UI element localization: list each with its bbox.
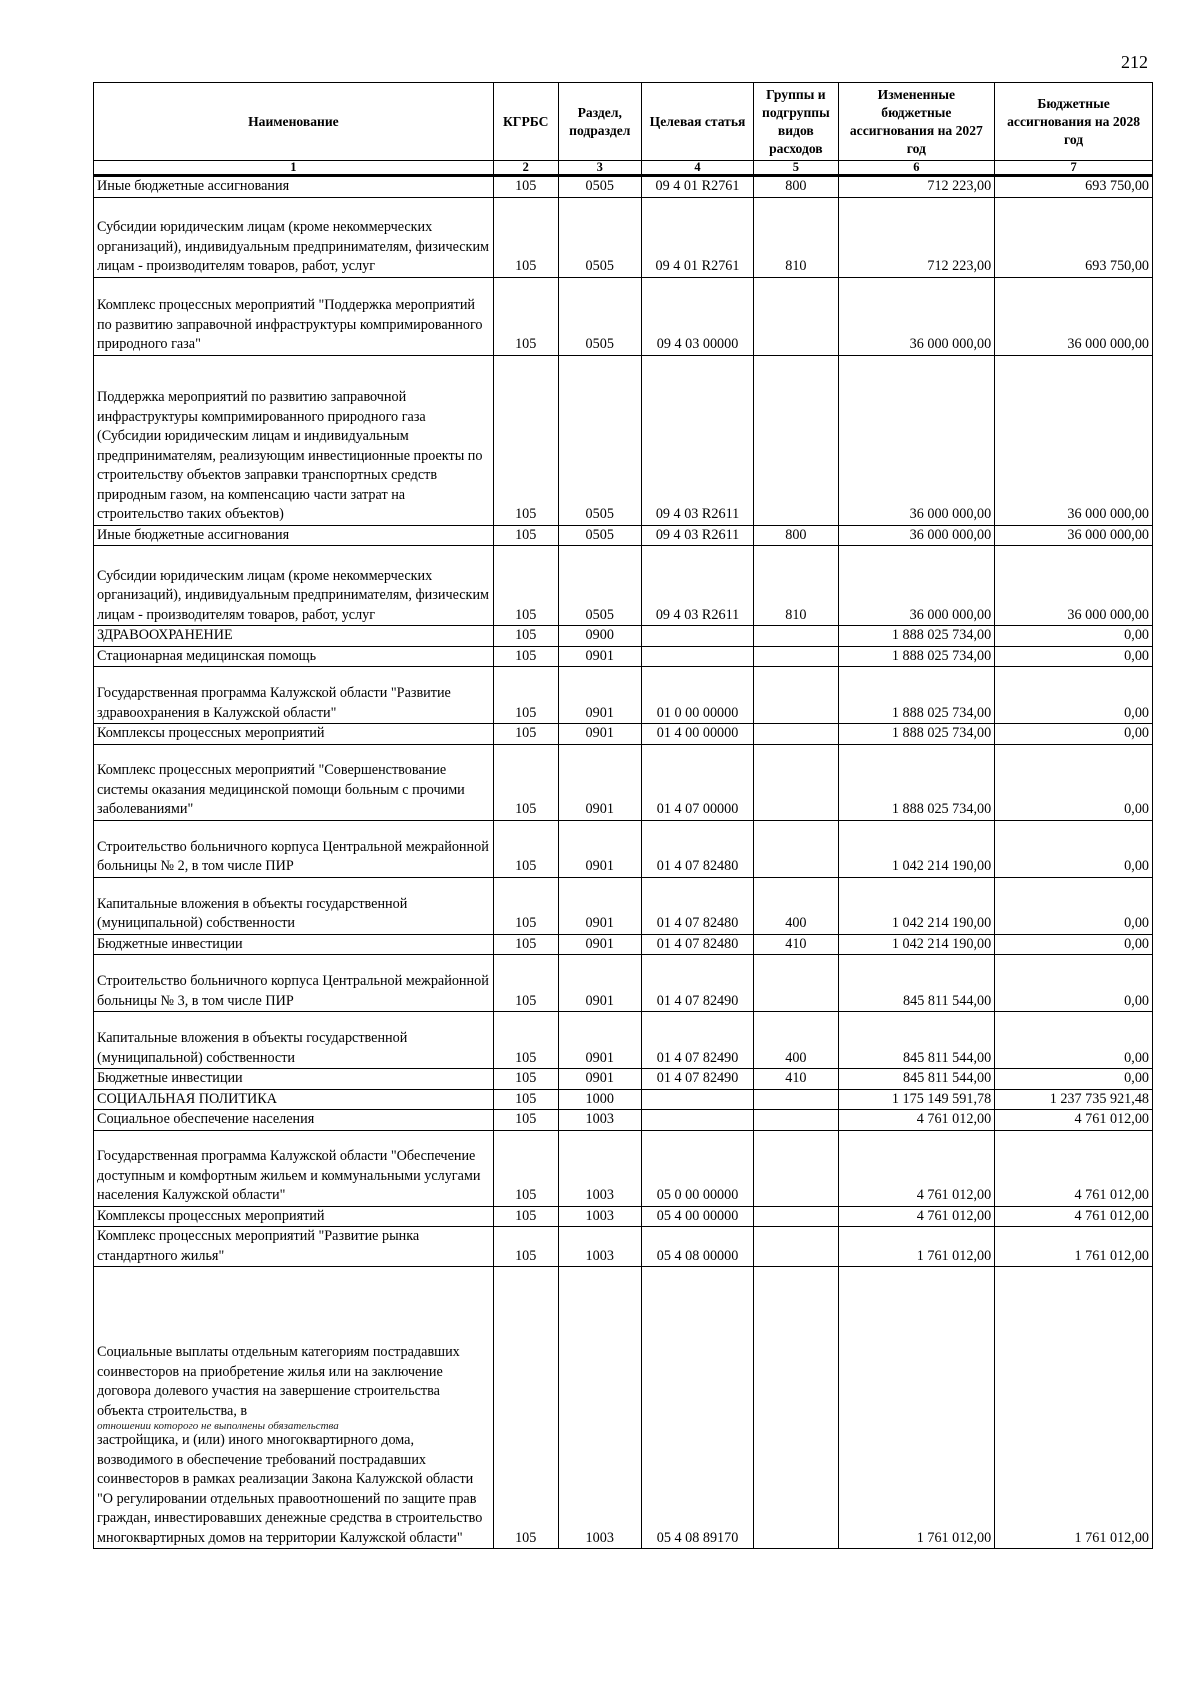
kgrbs-cell: 105 (493, 626, 558, 647)
section-cell: 0901 (558, 820, 641, 877)
group-cell: 410 (754, 1069, 838, 1090)
row-name: Комплексы процессных мероприятий (97, 725, 325, 741)
kgrbs-cell: 105 (493, 525, 558, 546)
target-cell (641, 626, 753, 647)
amount-2028-cell: 0,00 (995, 1012, 1153, 1069)
row-name-cell (94, 1110, 494, 1131)
amount-2028-cell: 0,00 (995, 667, 1153, 724)
section-cell: 0505 (558, 197, 641, 277)
target-cell: 01 4 07 82490 (641, 1069, 753, 1090)
row-name-cell (94, 667, 494, 724)
target-cell: 09 4 03 R2611 (641, 355, 753, 525)
group-cell (754, 1206, 838, 1227)
row-name-cell (94, 1227, 494, 1267)
table-row (94, 1130, 1153, 1206)
amount-2028-cell: 36 000 000,00 (995, 546, 1153, 626)
row-name-cell (94, 176, 494, 198)
table-row (94, 646, 1153, 667)
group-cell (754, 1130, 838, 1206)
amount-2027-cell: 1 888 025 734,00 (838, 667, 995, 724)
section-cell: 0900 (558, 626, 641, 647)
kgrbs-cell: 105 (493, 667, 558, 724)
group-cell (754, 277, 838, 355)
row-name: Строительство больничного корпуса Центральной межрайонной больницы № 2, в том числе ПИР (97, 838, 489, 874)
row-name: Государственная программа Калужской области "Обеспечение доступным и комфортным жильем и коммунальными услугами населения Калужской области" (97, 1148, 481, 1203)
group-cell (754, 1110, 838, 1131)
table-row (94, 1110, 1153, 1131)
table-row (94, 934, 1153, 955)
kgrbs-cell: 105 (493, 355, 558, 525)
row-name-cell (94, 1130, 494, 1206)
row-name: Субсидии юридическим лицам (кроме некоммерческих организаций), индивидуальным предпринимателям, физическим лицам - производителям товаров, работ, услуг (97, 567, 490, 623)
target-cell: 01 4 07 82490 (641, 1012, 753, 1069)
target-cell: 01 4 07 82490 (641, 955, 753, 1012)
section-cell: 0901 (558, 724, 641, 745)
amount-2028-cell: 4 761 012,00 (995, 1206, 1153, 1227)
table-body (94, 176, 1153, 1549)
table-row (94, 1267, 1153, 1549)
target-cell: 01 4 07 00000 (641, 744, 753, 820)
header-target: Целевая статья (641, 83, 753, 161)
group-cell: 410 (754, 934, 838, 955)
amount-2028-cell: 0,00 (995, 1069, 1153, 1090)
column-number: 2 (493, 161, 558, 176)
table-row (94, 277, 1153, 355)
kgrbs-cell: 105 (493, 877, 558, 934)
amount-2028-cell: 36 000 000,00 (995, 525, 1153, 546)
table-row (94, 355, 1153, 525)
header-changed-2027: Измененные бюджетные ассигнования на 2027 год (838, 83, 995, 161)
section-cell: 1003 (558, 1267, 641, 1549)
row-name: Поддержка мероприятий по развитию заправочной инфраструктуры компримированного природного газа (Субсидии юридическим лицам и индивидуальным предпринимателям, реализующим инвестиционные проекты по строительству объектов заправки транспортных средств природным газом, на компенсацию части затрат на строительство таких объектов) (97, 389, 483, 522)
amount-2027-cell: 1 042 214 190,00 (838, 820, 995, 877)
group-cell (754, 1227, 838, 1267)
table-row (94, 1206, 1153, 1227)
row-name-cell (94, 646, 494, 667)
section-cell: 1003 (558, 1206, 641, 1227)
section-cell: 0901 (558, 667, 641, 724)
row-name-cell (94, 820, 494, 877)
budget-table (93, 82, 1153, 1549)
group-cell: 400 (754, 877, 838, 934)
row-name-cell (94, 525, 494, 546)
target-cell: 09 4 03 00000 (641, 277, 753, 355)
group-cell (754, 955, 838, 1012)
table-row (94, 1069, 1153, 1090)
kgrbs-cell: 105 (493, 955, 558, 1012)
row-name-cell (94, 355, 494, 525)
table-row (94, 525, 1153, 546)
row-name-cell (94, 1206, 494, 1227)
row-name: Капитальные вложения в объекты государственной (муниципальной) собственности (97, 1030, 408, 1066)
section-cell: 0901 (558, 1012, 641, 1069)
target-cell: 09 4 01 R2761 (641, 197, 753, 277)
kgrbs-cell: 105 (493, 1206, 558, 1227)
kgrbs-cell: 105 (493, 646, 558, 667)
column-number: 7 (995, 161, 1153, 176)
section-cell: 0901 (558, 877, 641, 934)
row-name: Комплекс процессных мероприятий "Поддержка мероприятий по развитию заправочной инфраструктуры компримированного природного газа" (97, 297, 483, 352)
kgrbs-cell: 105 (493, 176, 558, 198)
table-row (94, 877, 1153, 934)
amount-2027-cell: 36 000 000,00 (838, 546, 995, 626)
amount-2027-cell: 1 761 012,00 (838, 1227, 995, 1267)
row-name-smudged-line: отношении которого не выполнены обязательства (97, 1421, 339, 1431)
target-cell (641, 646, 753, 667)
column-number: 3 (558, 161, 641, 176)
amount-2027-cell: 1 042 214 190,00 (838, 934, 995, 955)
section-cell: 1003 (558, 1130, 641, 1206)
target-cell (641, 1089, 753, 1110)
group-cell (754, 1089, 838, 1110)
amount-2028-cell: 36 000 000,00 (995, 355, 1153, 525)
row-name: Строительство больничного корпуса Центральной межрайонной больницы № 3, в том числе ПИР (97, 973, 489, 1009)
table-row (94, 176, 1153, 198)
kgrbs-cell: 105 (493, 1110, 558, 1131)
table-row (94, 667, 1153, 724)
row-name-cell (94, 955, 494, 1012)
row-name-cell (94, 197, 494, 277)
group-cell (754, 355, 838, 525)
row-name-cell (94, 626, 494, 647)
amount-2027-cell: 4 761 012,00 (838, 1130, 995, 1206)
row-name-cell (94, 546, 494, 626)
kgrbs-cell: 105 (493, 1012, 558, 1069)
row-name: Комплекс процессных мероприятий "Развитие рынка стандартного жилья" (97, 1228, 420, 1264)
kgrbs-cell: 105 (493, 1227, 558, 1267)
amount-2027-cell: 1 888 025 734,00 (838, 646, 995, 667)
amount-2028-cell: 693 750,00 (995, 176, 1153, 198)
target-cell: 05 4 00 00000 (641, 1206, 753, 1227)
amount-2027-cell: 1 888 025 734,00 (838, 724, 995, 745)
kgrbs-cell: 105 (493, 277, 558, 355)
target-cell: 01 4 00 00000 (641, 724, 753, 745)
table-row (94, 197, 1153, 277)
amount-2028-cell: 0,00 (995, 724, 1153, 745)
header-groups: Группы и подгруппы видов расходов (754, 83, 838, 161)
target-cell: 09 4 03 R2611 (641, 525, 753, 546)
group-cell (754, 667, 838, 724)
table-row (94, 1089, 1153, 1110)
group-cell (754, 820, 838, 877)
amount-2027-cell: 1 175 149 591,78 (838, 1089, 995, 1110)
row-name: Стационарная медицинская помощь (97, 647, 317, 664)
target-cell: 05 4 08 89170 (641, 1267, 753, 1549)
amount-2028-cell: 0,00 (995, 744, 1153, 820)
target-cell: 01 4 07 82480 (641, 820, 753, 877)
group-cell: 800 (754, 176, 838, 198)
amount-2027-cell: 4 761 012,00 (838, 1206, 995, 1227)
row-name: Бюджетные инвестиции (97, 1070, 243, 1086)
amount-2028-cell: 1 761 012,00 (995, 1227, 1153, 1267)
page-number: 212 (1121, 52, 1148, 72)
section-cell: 0505 (558, 277, 641, 355)
row-name-cell (94, 744, 494, 820)
group-cell (754, 744, 838, 820)
section-cell: 0505 (558, 355, 641, 525)
section-cell: 1003 (558, 1227, 641, 1267)
group-cell (754, 626, 838, 647)
column-number: 5 (754, 161, 838, 176)
section-cell: 0901 (558, 646, 641, 667)
header-name: Наименование (94, 83, 494, 161)
row-name-cell (94, 277, 494, 355)
amount-2028-cell: 0,00 (995, 877, 1153, 934)
column-number: 1 (94, 161, 494, 176)
amount-2028-cell: 1 761 012,00 (995, 1267, 1153, 1549)
section-cell: 1000 (558, 1089, 641, 1110)
table-row (94, 546, 1153, 626)
row-name-cell (94, 877, 494, 934)
row-name-continued: застройщика, и (или) иного многоквартирного дома, возводимого в обеспечение требований пострадавших соинвесторов в рамках реализации Закона Калужской области "О регулировании отдельных правоотношений по защите прав граждан, инвестировавших денежные средства в строительство многоквартирных домов на территории Калужской области" (97, 1432, 483, 1546)
row-name: Капитальные вложения в объекты государственной (муниципальной) собственности (97, 895, 408, 931)
table-row (94, 626, 1153, 647)
row-name-cell (94, 1089, 494, 1110)
table-row (94, 744, 1153, 820)
section-cell: 0505 (558, 176, 641, 198)
row-name-cell (94, 724, 494, 745)
section-cell: 0901 (558, 955, 641, 1012)
amount-2028-cell: 36 000 000,00 (995, 277, 1153, 355)
row-name: Социальные выплаты отдельным категориям пострадавших соинвесторов на приобретение жилья или на заключение договора долевого участия на завершение строительства объекта строительства, в (97, 1344, 460, 1419)
kgrbs-cell: 105 (493, 1069, 558, 1090)
amount-2027-cell: 36 000 000,00 (838, 277, 995, 355)
column-number: 6 (838, 161, 995, 176)
amount-2028-cell: 693 750,00 (995, 197, 1153, 277)
target-cell: 01 4 07 82480 (641, 877, 753, 934)
table-row (94, 955, 1153, 1012)
row-name: СОЦИАЛЬНАЯ ПОЛИТИКА (97, 1090, 277, 1107)
row-name: Иные бюджетные ассигнования (97, 178, 290, 194)
column-number: 4 (641, 161, 753, 176)
table-row (94, 1227, 1153, 1267)
amount-2027-cell: 712 223,00 (838, 176, 995, 198)
amount-2028-cell: 0,00 (995, 955, 1153, 1012)
row-name: Государственная программа Калужской области "Развитие здравоохранения в Калужской области" (97, 685, 451, 721)
amount-2028-cell: 0,00 (995, 626, 1153, 647)
amount-2028-cell: 1 237 735 921,48 (995, 1089, 1153, 1110)
row-name: ЗДРАВООХРАНЕНИЕ (97, 627, 233, 643)
kgrbs-cell: 105 (493, 197, 558, 277)
row-name: Комплекс процессных мероприятий "Совершенствование системы оказания медицинской помощи больным с прочими заболеваниями" (97, 762, 465, 817)
amount-2027-cell: 845 811 544,00 (838, 1012, 995, 1069)
group-cell: 810 (754, 546, 838, 626)
group-cell (754, 1267, 838, 1549)
target-cell: 01 4 07 82480 (641, 934, 753, 955)
amount-2028-cell: 0,00 (995, 934, 1153, 955)
group-cell (754, 646, 838, 667)
amount-2028-cell: 4 761 012,00 (995, 1130, 1153, 1206)
amount-2027-cell: 845 811 544,00 (838, 1069, 995, 1090)
section-cell: 0505 (558, 546, 641, 626)
group-cell: 400 (754, 1012, 838, 1069)
row-name-cell (94, 1069, 494, 1090)
amount-2027-cell: 845 811 544,00 (838, 955, 995, 1012)
amount-2027-cell: 4 761 012,00 (838, 1110, 995, 1131)
section-cell: 0505 (558, 525, 641, 546)
section-cell: 0901 (558, 1069, 641, 1090)
kgrbs-cell: 105 (493, 1267, 558, 1549)
target-cell (641, 1110, 753, 1131)
kgrbs-cell: 105 (493, 820, 558, 877)
amount-2027-cell: 36 000 000,00 (838, 525, 995, 546)
amount-2028-cell: 0,00 (995, 646, 1153, 667)
header-budget-2028: Бюджетные ассигнования на 2028 год (995, 83, 1153, 161)
amount-2027-cell: 1 042 214 190,00 (838, 877, 995, 934)
amount-2028-cell: 0,00 (995, 820, 1153, 877)
kgrbs-cell: 105 (493, 1130, 558, 1206)
kgrbs-cell: 105 (493, 934, 558, 955)
target-cell: 01 0 00 00000 (641, 667, 753, 724)
group-cell: 800 (754, 525, 838, 546)
row-name-cell (94, 934, 494, 955)
amount-2027-cell: 1 761 012,00 (838, 1267, 995, 1549)
table-row (94, 724, 1153, 745)
row-name: Социальное обеспечение населения (97, 1111, 315, 1127)
row-name: Комплексы процессных мероприятий (97, 1207, 325, 1224)
target-cell: 09 4 03 R2611 (641, 546, 753, 626)
section-cell: 0901 (558, 934, 641, 955)
kgrbs-cell: 105 (493, 546, 558, 626)
amount-2027-cell: 712 223,00 (838, 197, 995, 277)
row-name-cell (94, 1267, 494, 1549)
row-name: Бюджетные инвестиции (97, 935, 243, 952)
kgrbs-cell: 105 (493, 744, 558, 820)
header-section: Раздел, подраздел (558, 83, 641, 161)
table-row (94, 1012, 1153, 1069)
target-cell: 09 4 01 R2761 (641, 176, 753, 198)
row-name-cell (94, 1012, 494, 1069)
amount-2027-cell: 1 888 025 734,00 (838, 744, 995, 820)
section-cell: 1003 (558, 1110, 641, 1131)
table-row (94, 820, 1153, 877)
target-cell: 05 4 08 00000 (641, 1227, 753, 1267)
section-cell: 0901 (558, 744, 641, 820)
group-cell: 810 (754, 197, 838, 277)
kgrbs-cell: 105 (493, 1089, 558, 1110)
header-kgrbs: КГРБС (493, 83, 558, 161)
amount-2027-cell: 36 000 000,00 (838, 355, 995, 525)
target-cell: 05 0 00 00000 (641, 1130, 753, 1206)
row-name: Иные бюджетные ассигнования (97, 526, 290, 543)
group-cell (754, 724, 838, 745)
row-name: Субсидии юридическим лицам (кроме некоммерческих организаций), индивидуальным предпринимателям, физическим лицам - производителям товаров, работ, услуг (97, 219, 490, 274)
amount-2028-cell: 4 761 012,00 (995, 1110, 1153, 1131)
kgrbs-cell: 105 (493, 724, 558, 745)
amount-2027-cell: 1 888 025 734,00 (838, 626, 995, 647)
